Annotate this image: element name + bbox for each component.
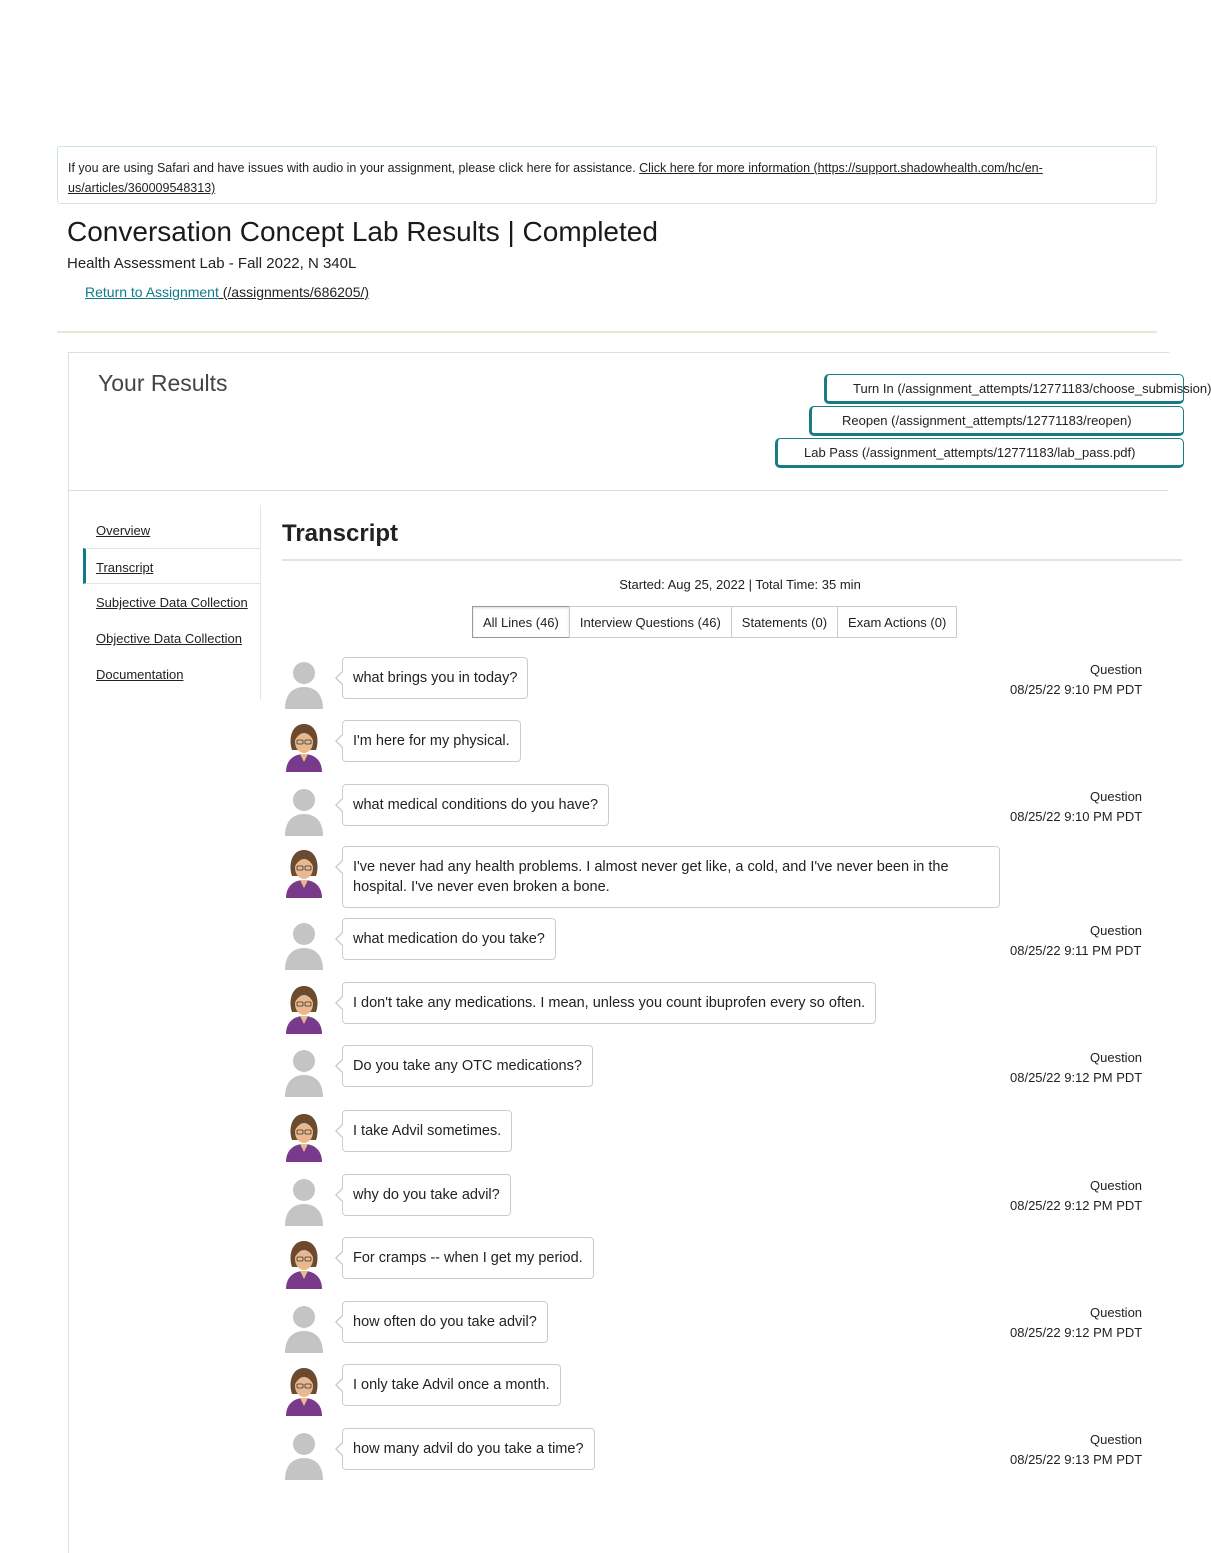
message-bubble: I'm here for my physical. bbox=[342, 720, 521, 762]
line-time: 08/25/22 9:11 PM PDT bbox=[1010, 943, 1142, 958]
nav-item-transcript[interactable] bbox=[83, 548, 261, 584]
results-header-divider bbox=[68, 490, 1168, 491]
student-avatar-icon bbox=[282, 657, 326, 709]
side-nav bbox=[83, 512, 261, 692]
nav-label: Overview bbox=[96, 523, 151, 538]
nav-item-documentation[interactable] bbox=[83, 656, 261, 692]
patient-avatar-icon bbox=[282, 1110, 326, 1162]
page-title: Conversation Concept Lab Results | Completed bbox=[67, 216, 658, 247]
student-avatar-icon bbox=[282, 1428, 326, 1480]
line-kind: Question bbox=[1090, 923, 1143, 938]
nav-divider bbox=[260, 505, 261, 700]
message-bubble: how many advil do you take a time? bbox=[342, 1428, 595, 1470]
student-avatar-icon bbox=[282, 1174, 326, 1226]
safari-banner bbox=[57, 146, 1157, 204]
line-time: 08/25/22 9:10 PM PDT bbox=[1010, 682, 1143, 697]
tab-all-lines[interactable]: All Lines (46) bbox=[472, 606, 570, 638]
nav-item-objective-data[interactable] bbox=[83, 620, 261, 656]
message-bubble: I've never had any health problems. I almost never get like, a cold, and I've never been in the hospital. I've never even broken a bone. bbox=[342, 846, 1000, 908]
patient-avatar-icon bbox=[282, 982, 326, 1034]
line-meta bbox=[1010, 787, 1180, 827]
message-bubble: why do you take advil? bbox=[342, 1174, 511, 1216]
student-avatar-icon bbox=[282, 918, 326, 970]
line-meta bbox=[1010, 1176, 1180, 1216]
message-bubble: I only take Advil once a month. bbox=[342, 1364, 561, 1406]
tab-interview-questions[interactable]: Interview Questions (46) bbox=[569, 606, 732, 638]
line-time: 08/25/22 9:12 PM PDT bbox=[1010, 1198, 1143, 1213]
transcript-filter-tabs bbox=[473, 606, 957, 638]
line-time: 08/25/22 9:13 PM PDT bbox=[1010, 1452, 1143, 1467]
page-subtitle: Health Assessment Lab - Fall 2022, N 340L bbox=[67, 255, 357, 272]
line-meta bbox=[1010, 1430, 1180, 1470]
return-path: (/assignments/686205/) bbox=[218, 284, 370, 300]
message-bubble: For cramps -- when I get my period. bbox=[342, 1237, 594, 1279]
line-kind: Question bbox=[1090, 1050, 1143, 1065]
return-to-assignment-link[interactable]: Return to Assignment bbox=[85, 284, 219, 300]
line-meta bbox=[1010, 660, 1180, 700]
nav-item-overview[interactable] bbox=[83, 512, 261, 548]
line-kind: Question bbox=[1090, 789, 1143, 804]
banner-text: If you are using Safari and have issues with audio in your assignment, please click here for assistance. bbox=[68, 161, 640, 175]
line-time: 08/25/22 9:12 PM PDT bbox=[1010, 1070, 1143, 1085]
nav-label: Documentation bbox=[96, 667, 184, 682]
line-meta bbox=[1010, 921, 1180, 961]
transcript-title: Transcript bbox=[282, 520, 399, 547]
nav-label: Subjective Data Collection bbox=[96, 595, 248, 610]
message-bubble: Do you take any OTC medications? bbox=[342, 1045, 593, 1087]
patient-avatar-icon bbox=[282, 1364, 326, 1416]
patient-avatar-icon bbox=[282, 846, 326, 898]
message-bubble: how often do you take advil? bbox=[342, 1301, 548, 1343]
message-bubble: I take Advil sometimes. bbox=[342, 1110, 512, 1152]
results-heading: Your Results bbox=[98, 370, 228, 396]
header-divider bbox=[57, 331, 1157, 333]
line-kind: Question bbox=[1090, 662, 1143, 677]
line-kind: Question bbox=[1090, 1305, 1143, 1320]
message-bubble: I don't take any medications. I mean, unless you count ibuprofen every so often. bbox=[342, 982, 876, 1024]
message-bubble: what medication do you take? bbox=[342, 918, 556, 960]
return-row bbox=[85, 284, 369, 300]
line-time: 08/25/22 9:10 PM PDT bbox=[1010, 809, 1143, 824]
student-avatar-icon bbox=[282, 784, 326, 836]
tab-statements[interactable]: Statements (0) bbox=[731, 606, 838, 638]
patient-avatar-icon bbox=[282, 1237, 326, 1289]
reopen-button[interactable]: Reopen (/assignment_attempts/12771183/reopen) bbox=[809, 406, 1184, 436]
line-kind: Question bbox=[1090, 1432, 1143, 1447]
message-bubble: what brings you in today? bbox=[342, 657, 528, 699]
line-meta bbox=[1010, 1303, 1180, 1343]
message-bubble: what medical conditions do you have? bbox=[342, 784, 609, 826]
student-avatar-icon bbox=[282, 1301, 326, 1353]
line-kind: Question bbox=[1090, 1178, 1143, 1193]
line-time: 08/25/22 9:12 PM PDT bbox=[1010, 1325, 1143, 1340]
tab-exam-actions[interactable]: Exam Actions (0) bbox=[837, 606, 957, 638]
student-avatar-icon bbox=[282, 1045, 326, 1097]
transcript-divider bbox=[282, 559, 1182, 561]
lab-pass-button[interactable]: Lab Pass (/assignment_attempts/12771183/lab_pass.pdf) bbox=[775, 438, 1184, 468]
patient-avatar-icon bbox=[282, 720, 326, 772]
transcript-started: Started: Aug 25, 2022 | Total Time: 35 min bbox=[619, 577, 861, 592]
nav-label: Objective Data Collection bbox=[96, 631, 242, 646]
nav-label: Transcript bbox=[96, 560, 154, 575]
turn-in-button[interactable]: Turn In (/assignment_attempts/12771183/choose_submission) bbox=[824, 374, 1184, 404]
line-meta bbox=[1010, 1048, 1180, 1088]
banner-help-link[interactable]: Click here for more information (https://support.shadowhealth.com/hc/en-us/articles/360009548313) bbox=[68, 161, 1043, 195]
nav-item-subjective-data[interactable] bbox=[83, 584, 261, 620]
